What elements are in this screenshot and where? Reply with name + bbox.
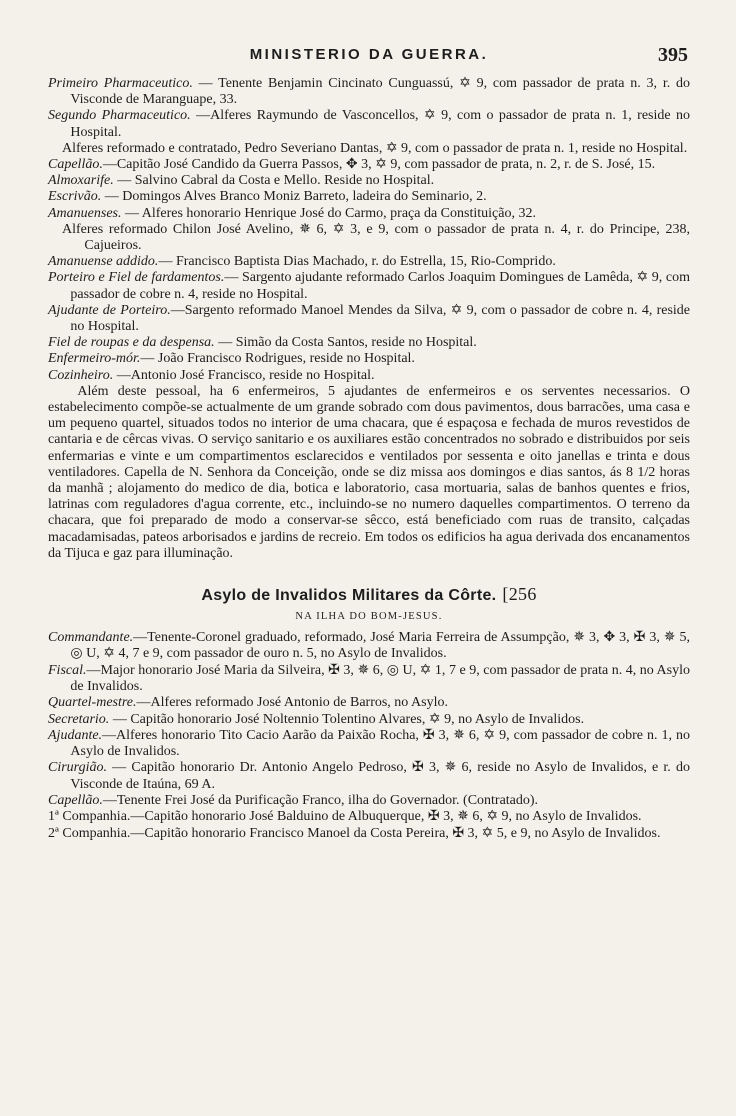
staff-role: Ajudante de Porteiro. <box>48 302 171 318</box>
section-title-text: Asylo de Invalidos Militares da Côrte. <box>201 587 497 605</box>
staff-details: —Antonio José Francisco, reside no Hospital. <box>113 367 375 383</box>
staff-entry <box>48 254 690 270</box>
staff-role: Escrivão. <box>48 189 102 205</box>
staff-entry <box>48 303 690 335</box>
staff-entry <box>48 826 690 842</box>
hospital-staff-list <box>48 76 690 384</box>
staff-details: — Capitão honorario José Noltennio Tolentino Alvares, ✡ 9, no Asylo de Invalidos. <box>109 711 585 727</box>
staff-details: —Tenente Frei José da Purificação Franco, ilha do Governador. (Contratado). <box>102 793 539 809</box>
staff-entry <box>48 760 690 793</box>
running-title: MINISTERIO DA GUERRA. <box>249 46 489 63</box>
staff-role: Quartel-mestre. <box>48 695 137 711</box>
staff-entry <box>48 141 690 157</box>
staff-details: — Capitão honorario Dr. Antonio Angelo Pedroso, ✠ 3, ✵ 6, reside no Asylo de Invalidos, e r. do Visconde de Itaúna, 69 A. <box>70 760 690 792</box>
staff-entry <box>48 351 690 367</box>
asylum-staff-list <box>48 630 690 842</box>
hospital-description-paragraph: Além deste pessoal, ha 6 enfermeiros, 5 ajudantes de enfermeiros e os serventes necessarios. O estabelecimento compõe-se actualmente de um grande sobrado com dous pavimentos, dous barracões, uma casa e um pequeno quartel, situados todos no interior de uma chacara, que é espaçosa e fechada de muros revestidos de cantaria e de cêrcas vivas. O serviço sanitario e os auxiliares estão concentrados no sobrado e distribuidos por seis enfermarias e vinte e um compartimentos esclarecidos e ventilados por sessenta e oito janellas e trinta e dous ventiladores. Capella de N. Senhora da Conceição, onde se diz missa aos domingos e dias santos, ás 8 1/2 horas da manhã ; alojamento do medico de dia, botica e laboratorio, casa mortuaria, salas de banhos quentes e frios, latrinas com reguladores d'agua corrente, etc., incluindo-se no numero daquelles compartimentos. O terreno da chacara, que foi preparado de modo a conservar-se sêcco, está beneficiado com ruas de transito, calçadas macadamisadas, pateos arborisados e jardins de recreio. Em todos os edificios ha agua derivada dos encanamentos da Tijuca e gaz para illuminação. <box>48 383 690 561</box>
staff-details: —Alferes reformado José Antonio de Barros, no Asylo. <box>136 695 448 711</box>
staff-details: Alferes reformado Chilon José Avelino, ✵ 6, ✡ 3, e 9, com o passador de prata n. 4, r. do Principe, 238, Cajueiros. <box>62 221 690 254</box>
staff-entry <box>48 76 690 108</box>
staff-entry <box>48 695 690 711</box>
asylum-staff-section <box>48 630 690 842</box>
staff-entry <box>48 108 690 140</box>
staff-details: —Tenente-Coronel graduado, reformado, José Maria Ferreira de Assumpção, ✵ 3, ✥ 3, ✠ 3, ✵ 5, ◎ U, ✡ 4, 7 e 9, com passador de ouro n. 5, no Asylo de Invalidos. <box>70 630 690 662</box>
staff-details: —Alferes honorario Tito Cacio Aarão da Paixão Rocha, ✠ 3, ✵ 6, ✡ 9, com passador de cobre n. 1, no Asylo de Invalidos. <box>70 727 690 760</box>
staff-details: —Capitão José Candido da Guerra Passos, ✥ 3, ✡ 9, com passador de prata, n. 2, r. de S. José, 15. <box>102 157 656 173</box>
staff-details: — Sargento ajudante reformado Carlos Joaquim Domingues de Lamêda, ✡ 9, com passador de cobre n. 4, reside no Hospital. <box>70 270 691 302</box>
staff-entry <box>48 157 690 173</box>
staff-role: Secretario. <box>48 711 110 727</box>
staff-details: 1ª Companhia.—Capitão honorario José Balduino de Albuquerque, ✠ 3, ✵ 6, ✡ 9, no Asylo de Invalidos. <box>48 809 642 825</box>
staff-entry <box>48 189 690 205</box>
staff-details: — Francisco Baptista Dias Machado, r. do Estrella, 15, Rio-Comprido. <box>158 254 556 270</box>
staff-details: — Alferes honorario Henrique José do Carmo, praça da Constituição, 32. <box>121 205 536 221</box>
staff-entry <box>48 335 690 351</box>
staff-details: — Salvino Cabral da Costa e Mello. Reside no Hospital. <box>113 173 435 189</box>
staff-role: Amanuense addido. <box>48 254 159 270</box>
staff-details: — João Francisco Rodrigues, reside no Hospital. <box>140 351 415 367</box>
staff-entry <box>48 206 690 222</box>
section-reference-number: [256 <box>502 584 537 605</box>
section-title <box>48 584 690 605</box>
staff-role: Fiel de roupas e da despensa. <box>48 335 215 351</box>
staff-details: —Sargento reformado Manoel Mendes da Silva, ✡ 9, com o passador de cobre n. 4, reside no Hospital. <box>70 302 691 335</box>
staff-entry <box>48 368 690 384</box>
staff-role: Capellão. <box>48 157 103 173</box>
staff-role: Porteiro e Fiel de fardamentos. <box>48 270 225 286</box>
staff-details: — Simão da Costa Santos, reside no Hospital. <box>214 335 477 351</box>
staff-details: Alferes reformado e contratado, Pedro Severiano Dantas, ✡ 9, com o passador de prata n. 1, reside no Hospital. <box>62 140 688 156</box>
staff-role: Cirurgião. <box>48 760 107 776</box>
staff-role: Almoxarife. <box>48 173 114 189</box>
staff-role: Capellão. <box>48 793 103 809</box>
hospital-staff-section <box>48 76 690 562</box>
staff-entry <box>48 663 690 696</box>
staff-role: Ajudante. <box>48 727 103 743</box>
staff-details: —Alferes Raymundo de Vasconcellos, ✡ 9, com o passador de prata n. 1, reside no Hospital. <box>70 108 691 140</box>
section-subtitle: NA ILHA DO BOM-JESUS. <box>295 611 443 623</box>
page-header <box>48 42 690 76</box>
staff-role: Fiscal. <box>48 662 87 678</box>
staff-role: Segundo Pharmaceutico. <box>48 108 191 124</box>
staff-entry <box>48 630 690 663</box>
staff-entry <box>48 222 690 254</box>
staff-entry <box>48 270 690 302</box>
staff-role: Enfermeiro-mór. <box>48 351 141 367</box>
staff-details: — Tenente Benjamin Cincinato Cunguassú, ✡ 9, com passador de prata n. 3, r. do Visconde de Maranguape, 33. <box>70 76 690 108</box>
page-number: 395 <box>658 44 688 66</box>
staff-details: 2ª Companhia.—Capitão honorario Francisco Manoel da Costa Pereira, ✠ 3, ✡ 5, e 9, no Asylo de Invalidos. <box>48 825 661 841</box>
staff-role: Commandante. <box>48 630 134 646</box>
staff-entry <box>48 793 690 809</box>
staff-role: Amanuenses. <box>48 205 122 221</box>
staff-entry <box>48 809 690 825</box>
staff-details: —Major honorario José Maria da Silveira, ✠ 3, ✵ 6, ◎ U, ✡ 1, 7 e 9, com passador de prata n. 4, no Asylo de Invalidos. <box>70 662 690 694</box>
staff-role: Cozinheiro. <box>48 367 114 383</box>
staff-entry <box>48 712 690 728</box>
staff-entry <box>48 173 690 189</box>
staff-entry <box>48 728 690 761</box>
staff-details: — Domingos Alves Branco Moniz Barreto, ladeira do Seminario, 2. <box>101 189 487 205</box>
staff-role: Primeiro Pharmaceutico. <box>48 76 193 91</box>
